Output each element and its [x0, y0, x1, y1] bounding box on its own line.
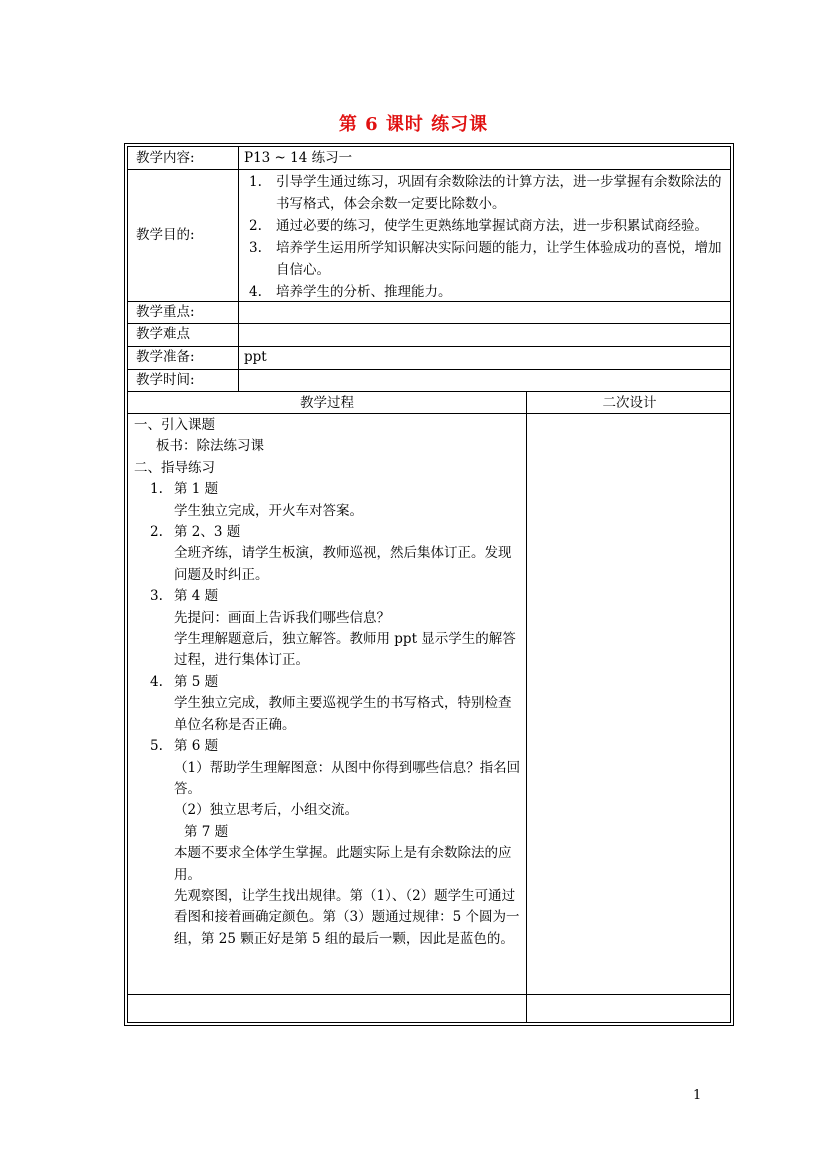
process-header: 教学过程 — [300, 395, 354, 411]
focus-label: 教学重点: — [136, 304, 195, 320]
content-label: 教学内容: — [136, 150, 195, 166]
board-text: 板书：除法练习课 — [156, 438, 264, 455]
exercise-title: 5. 第 6 题 — [150, 738, 219, 755]
exercise-text: （1）帮助学生理解图意：从图中你得到哪些信息？指名回答。 — [174, 759, 521, 797]
exercise-title: 1. 第 1 题 — [150, 481, 219, 498]
exercise-text: 先提问：画面上告诉我们哪些信息？ — [174, 609, 390, 626]
goal-item: 4. 培养学生的分析、推理能力。 — [249, 284, 452, 300]
section-heading: 一、引入课题 — [134, 417, 215, 433]
content-value: P13 ~ 14 练习一 — [244, 150, 353, 166]
lesson-plan-table — [124, 143, 734, 1026]
exercise-text: 学生独立完成，开火车对答案。 — [174, 502, 363, 519]
exercise-title: 2. 第 2、3 题 — [150, 524, 241, 541]
goal-item: 3. 培养学生运用所学知识解决实际问题的能力，让学生体验成功的喜悦，增加自信心。 — [249, 240, 722, 278]
exercise-text: 先观察图，让学生找出规律。第（1）、（2）题学生可通过看图和接着画确定颜色。第（3）题通过规律：5 个圆为一组，第 25 颗正好是第 5 组的最后一颗，因此是蓝色的。 — [174, 887, 520, 947]
exercise-title: 3. 第 4 题 — [150, 588, 219, 605]
goal-item: 1. 引导学生通过练习，巩固有余数除法的计算方法，进一步掌握有余数除法的书写格式，体会余数一定要比除数小。 — [249, 174, 722, 212]
second-design-header: 二次设计 — [602, 395, 657, 411]
prep-label: 教学准备: — [136, 349, 195, 365]
section-heading: 二、指导练习 — [134, 459, 215, 476]
goals-list — [244, 171, 732, 303]
table-inner-border — [127, 146, 731, 1023]
page-title: 第 6 课时 练习课 — [338, 114, 489, 135]
exercise-text: 全班齐练，请学生板演，教师巡视，然后集体订正。发现问题及时纠正。 — [174, 545, 512, 583]
exercise-text: 学生理解题意后，独立解答。教师用 ppt 显示学生的解答过程，进行集体订正。 — [174, 631, 516, 669]
process-content — [134, 415, 524, 950]
exercise-text: 本题不要求全体学生掌握。此题实际上是有余数除法的应用。 — [174, 845, 512, 883]
goal-item: 2. 通过必要的练习，使学生更熟练地掌握试商方法，进一步积累试商经验。 — [249, 218, 708, 234]
goals-label: 教学目的: — [136, 227, 195, 243]
prep-value: ppt — [244, 349, 267, 365]
exercise-title: 第 7 题 — [184, 823, 229, 840]
time-label: 教学时间: — [136, 372, 195, 388]
exercise-text: （2）独立思考后，小组交流。 — [174, 802, 359, 819]
exercise-title: 4. 第 5 题 — [150, 673, 219, 690]
page-number: 1 — [693, 1088, 702, 1103]
difficulty-label: 教学难点 — [136, 326, 190, 342]
exercise-text: 学生独立完成，教师主要巡视学生的书写格式，特别检查单位名称是否正确。 — [174, 695, 512, 733]
